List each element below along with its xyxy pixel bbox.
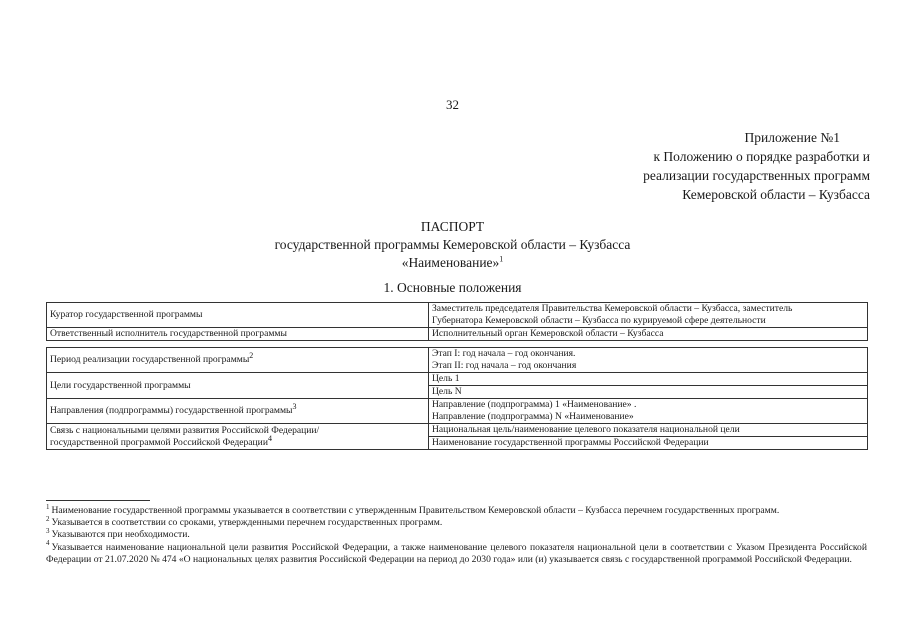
federal-program-cell: Наименование государственной программы Российской Федерации — [429, 436, 867, 449]
footnote-text: Указывается в соответствии со сроками, утвержденными перечнем государственных программ. — [51, 517, 443, 529]
passport-table — [46, 302, 868, 450]
label-text: Направления (подпрограммы) государственной программы — [50, 405, 293, 416]
title-heading: ПАСПОРТ — [420, 219, 485, 234]
row-label — [47, 399, 429, 424]
footnote — [46, 502, 867, 517]
row-label — [47, 424, 429, 450]
document-title — [0, 218, 905, 272]
footnote-text: Наименование государственной программы указывается в соответствии с утвержденным Правительством Кемеровской области – Кузбасса перечнем государственных программ. — [51, 505, 780, 516]
value-line: Заместитель председателя Правительства Кемеровской области – Кузбасса, заместитель — [432, 303, 793, 314]
footnote-ref: 4 — [267, 433, 272, 443]
table-spacer — [47, 341, 868, 348]
footnote — [46, 517, 867, 529]
row-value — [429, 348, 868, 373]
appendix-line: реализации государственных программ — [643, 168, 870, 183]
footnote-ref: 1 — [499, 254, 504, 264]
row-label: Ответственный исполнитель государственной программы — [47, 328, 429, 341]
row-value — [429, 373, 868, 399]
table-row — [47, 399, 868, 424]
appendix-line: к Положению о порядке разработки и — [653, 149, 870, 164]
table-row — [47, 328, 868, 341]
footnote-mark: 4 — [46, 539, 50, 548]
row-value — [429, 424, 868, 450]
table-row — [47, 373, 868, 399]
row-label — [47, 348, 429, 373]
footnotes — [46, 502, 867, 566]
footnote-mark: 2 — [46, 515, 50, 524]
value-line: Губернатора Кемеровской области – Кузбасса по курируемой сфере деятельности — [432, 315, 766, 326]
row-value — [429, 399, 868, 424]
value-line: Направление (подпрограмма) 1 «Наименование» . — [432, 399, 637, 410]
value-line: Этап I: год начала – год окончания. — [432, 348, 576, 359]
row-label: Цели государственной программы — [47, 373, 429, 399]
footnote-text: Указываются при необходимости. — [51, 529, 190, 541]
goal-cell: Цель N — [429, 385, 867, 398]
title-program-name — [0, 254, 905, 272]
label-line: Связь с национальными целями развития Российской Федерации/ — [50, 424, 320, 436]
row-value: Исполнительный орган Кемеровской области – Кузбасса — [429, 328, 868, 341]
row-value — [429, 303, 868, 328]
footnote-divider — [46, 500, 150, 501]
label-text: государственной программой Российской Федерации — [50, 436, 268, 448]
national-goal-cell: Национальная цель/наименование целевого показателя национальной цели — [432, 424, 740, 435]
footnote-ref: 2 — [249, 350, 254, 360]
goal-cell: Цель 1 — [432, 373, 460, 384]
table-row — [47, 348, 868, 373]
table-row — [47, 303, 868, 328]
footnote — [46, 529, 867, 541]
appendix-note — [560, 128, 870, 204]
appendix-line: Кемеровской области – Кузбасса — [682, 187, 870, 202]
footnote — [46, 539, 867, 566]
page-number: 32 — [446, 97, 459, 112]
program-name: «Наименование» — [401, 255, 500, 270]
value-line: Этап II: год начала – год окончания — [432, 360, 577, 371]
appendix-line: Приложение №1 — [744, 130, 840, 145]
label-line — [50, 433, 425, 449]
title-subtitle: государственной программы Кемеровской области – Кузбасса — [274, 237, 631, 252]
row-label: Куратор государственной программы — [47, 303, 429, 328]
footnote-mark: 1 — [46, 502, 50, 511]
section-heading: 1. Основные положения — [383, 280, 522, 295]
footnote-text: Указывается наименование национальной цели развития Российской Федерации, а также наименование целевого показателя национальной цели в соответствии с Указом Президента Российской Федерации от 21.07.2020 № 474 «О национальных целях развития Российской Федерации на период до 2030 года» или (и) указывается связь с государственной программой Российской Федерации. — [46, 541, 867, 565]
footnote-ref: 3 — [292, 401, 297, 411]
table-row — [47, 424, 868, 450]
value-line: Направление (подпрограмма) N «Наименование» — [432, 411, 634, 422]
footnote-mark: 3 — [46, 527, 50, 536]
label-text: Период реализации государственной программы — [50, 354, 250, 365]
